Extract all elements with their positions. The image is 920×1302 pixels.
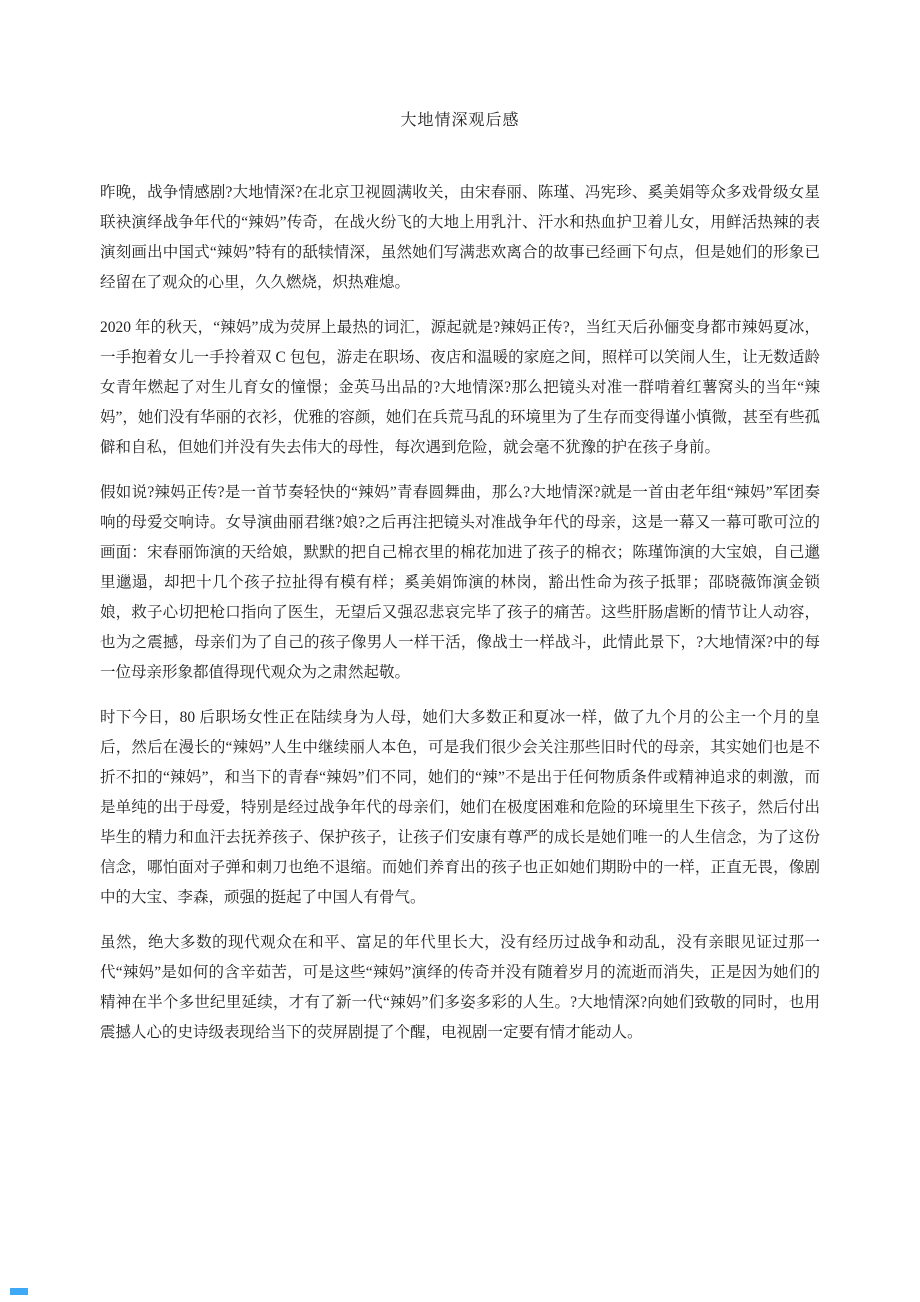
paragraph-2: 2020 年的秋天，“辣妈”成为荧屏上最热的词汇，源起就是?辣妈正传?，当红天后孙俪变身都市辣妈夏冰，一手抱着女儿一手拎着双 C 包包，游走在职场、夜店和温暖的家庭之间，照样可以笑闹人生，让无数适龄女青年燃起了对生儿育女的憧憬；金英马出品的?大地情深?那么把镜头对准一群啃着红薯窝头的当年“辣妈”，她们没有华丽的衣衫，优雅的容颜，她们在兵荒马乱的环境里为了生存而变得谨小慎微，甚至有些孤僻和自私，但她们并没有失去伟大的母性，每次遇到危险，就会毫不犹豫的护在孩子身前。 [100,319,820,456]
paragraph-5: 虽然，绝大多数的现代观众在和平、富足的年代里长大，没有经历过战争和动乱，没有亲眼见证过那一代“辣妈”是如何的含辛茹苦，可是这些“辣妈”演绎的传奇并没有随着岁月的流逝而消失，正是因为她们的精神在半个多世纪里延续，才有了新一代“辣妈”们多姿多彩的人生。?大地情深?向她们致敬的同时，也用震撼人心的史诗级表现给当下的荧屏剧提了个醒，电视剧一定要有情才能动人。 [100,934,820,1041]
corner-mark [10,1288,28,1295]
paragraph-1: 昨晚，战争情感剧?大地情深?在北京卫视圆满收关，由宋春丽、陈瑾、冯宪珍、奚美娟等众多戏骨级女星联袂演绎战争年代的“辣妈”传奇，在战火纷飞的大地上用乳汁、汗水和热血护卫着儿女，用鲜活热辣的表演刻画出中国式“辣妈”特有的舐犊情深，虽然她们写满悲欢离合的故事已经画下句点，但是她们的形象已经留在了观众的心里，久久燃烧，炽热难熄。 [100,184,820,291]
paragraph-3: 假如说?辣妈正传?是一首节奏轻快的“辣妈”青春圆舞曲，那么?大地情深?就是一首由老年组“辣妈”军团奏响的母爱交响诗。女导演曲丽君继?娘?之后再注把镜头对准战争年代的母亲，这是一幕又一幕可歌可泣的画面：宋春丽饰演的天给娘，默默的把自己棉衣里的棉花加进了孩子的棉衣；陈瑾饰演的大宝娘，自己邋里邋遢，却把十几个孩子拉扯得有模有样；奚美娟饰演的林岗，豁出性命为孩子抵罪；邵晓薇饰演金锁娘，救子心切把枪口指向了医生，无望后又强忍悲哀完毕了孩子的痛苦。这些肝肠虐断的情节让人动容，也为之震撼，母亲们为了自己的孩子像男人一样干活，像战士一样战斗，此情此景下，?大地情深?中的每一位母亲形象都值得现代观众为之肃然起敬。 [100,484,820,681]
paragraph-4: 时下今日，80 后职场女性正在陆续身为人母，她们大多数正和夏冰一样，做了九个月的公主一个月的皇后，然后在漫长的“辣妈”人生中继续丽人本色，可是我们很少会关注那些旧时代的母亲，其实她们也是不折不扣的“辣妈”，和当下的青春“辣妈”们不同，她们的“辣”不是出于任何物质条件或精神追求的刺激，而是单纯的出于母爱，特别是经过战争年代的母亲们，她们在极度困难和危险的环境里生下孩子，然后付出毕生的精力和血汗去抚养孩子、保护孩子，让孩子们安康有尊严的成长是她们唯一的人生信念，为了这份信念，哪怕面对子弹和刺刀也绝不退缩。而她们养育出的孩子也正如她们期盼中的一样，正直无畏，像剧中的大宝、李森，顽强的挺起了中国人有骨气。 [100,709,820,906]
document-page [100,0,820,1048]
document-title: 大地情深观后感 [400,112,520,129]
